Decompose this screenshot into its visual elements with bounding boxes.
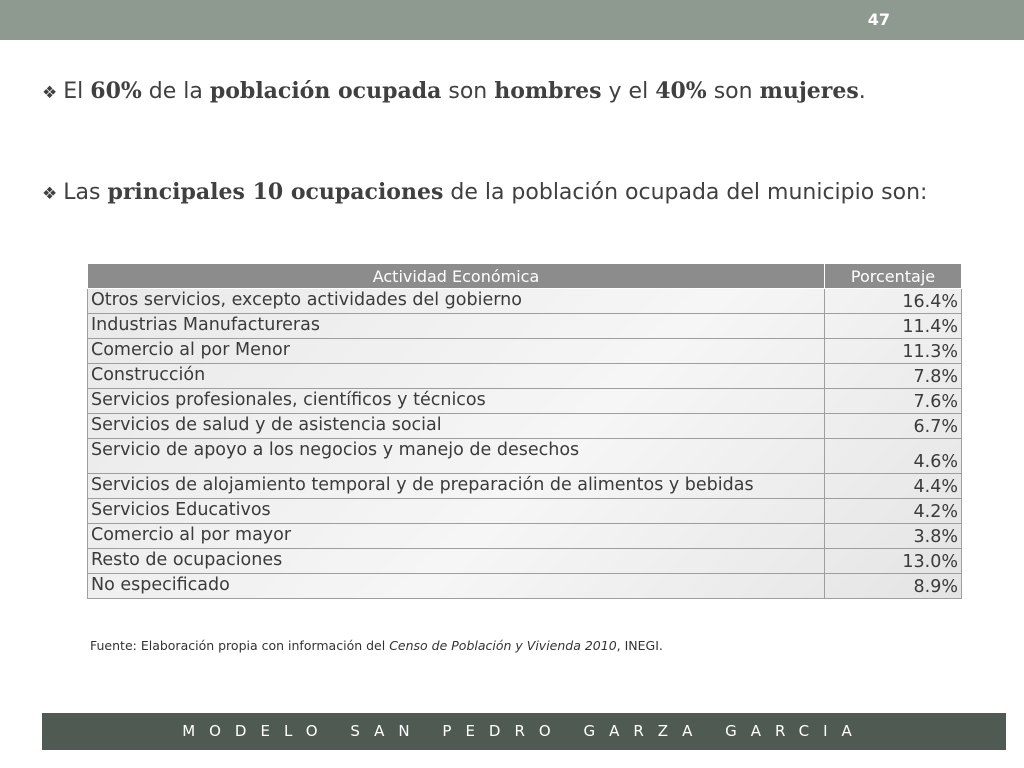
percent-cell: 3.8% [825, 524, 962, 549]
activity-cell: Resto de ocupaciones [88, 549, 825, 574]
bullet-bold: hombres [494, 78, 602, 104]
activity-cell: Comercio al por mayor [88, 524, 825, 549]
percent-cell: 6.7% [825, 414, 962, 439]
bullet-text: Las [63, 180, 108, 205]
footer-bar [42, 713, 1006, 750]
table-row [88, 574, 962, 599]
activity-cell: Servicio de apoyo a los negocios y manejo de desechos [88, 439, 825, 474]
activity-cell: Servicios de salud y de asistencia social [88, 414, 825, 439]
bullet-gender-split [42, 78, 866, 104]
bullet-bold: principales 10 ocupaciones [107, 179, 444, 205]
percent-cell: 8.9% [825, 574, 962, 599]
activity-cell: Servicios Educativos [88, 499, 825, 524]
top-bar [0, 0, 1024, 40]
table-row [88, 439, 962, 474]
footer-text: MODELO SAN PEDRO GARZA GARCIA [182, 722, 866, 740]
table-row [88, 474, 962, 499]
activity-cell: Industrias Manufactureras [88, 314, 825, 339]
table-row [88, 414, 962, 439]
activity-cell: Otros servicios, excepto actividades del gobierno [88, 289, 825, 314]
source-suffix: , INEGI. [616, 638, 663, 653]
table-row [88, 524, 962, 549]
percent-cell: 11.3% [825, 339, 962, 364]
bullet-text: de la [141, 79, 210, 104]
bullet-text: El [63, 79, 91, 104]
table-row [88, 364, 962, 389]
bullet-text: . [858, 79, 866, 104]
percent-cell: 7.6% [825, 389, 962, 414]
bullet-text: de la población ocupada del municipio son: [443, 180, 928, 205]
bullet-top-occupations [42, 170, 982, 217]
bullet-text: son [706, 79, 760, 104]
percent-cell: 11.4% [825, 314, 962, 339]
occupations-table [87, 263, 962, 599]
bullet-bold: 40% [655, 78, 707, 104]
header-percentage: Porcentaje [825, 264, 962, 289]
source-title: Censo de Población y Vivienda 2010 [389, 638, 617, 653]
table-row [88, 314, 962, 339]
table-row [88, 499, 962, 524]
activity-cell: Servicios profesionales, científicos y técnicos [88, 389, 825, 414]
bullet-bold: población ocupada [209, 78, 442, 104]
percent-cell: 16.4% [825, 289, 962, 314]
percent-cell: 13.0% [825, 549, 962, 574]
percent-cell: 7.8% [825, 364, 962, 389]
activity-cell: Servicios de alojamiento temporal y de preparación de alimentos y bebidas [88, 474, 825, 499]
diamond-bullet-icon: ❖ [42, 83, 58, 103]
activity-cell: Comercio al por Menor [88, 339, 825, 364]
bullet-text: son [441, 79, 495, 104]
table-header-row [88, 264, 962, 289]
bullet-text: y el [601, 79, 656, 104]
source-note [90, 638, 663, 653]
page-number: 47 [867, 10, 890, 29]
percent-cell: 4.2% [825, 499, 962, 524]
activity-cell: No especificado [88, 574, 825, 599]
bullet-bold: 60% [90, 78, 142, 104]
percent-cell: 4.6% [825, 439, 962, 474]
diamond-bullet-icon: ❖ [42, 184, 58, 204]
activity-cell: Construcción [88, 364, 825, 389]
table-row [88, 289, 962, 314]
table-row [88, 389, 962, 414]
source-prefix: Fuente: Elaboración propia con información del [90, 638, 390, 653]
table-row [88, 339, 962, 364]
header-activity: Actividad Económica [88, 264, 825, 289]
table-row [88, 549, 962, 574]
percent-cell: 4.4% [825, 474, 962, 499]
bullet-bold: mujeres [759, 78, 859, 104]
